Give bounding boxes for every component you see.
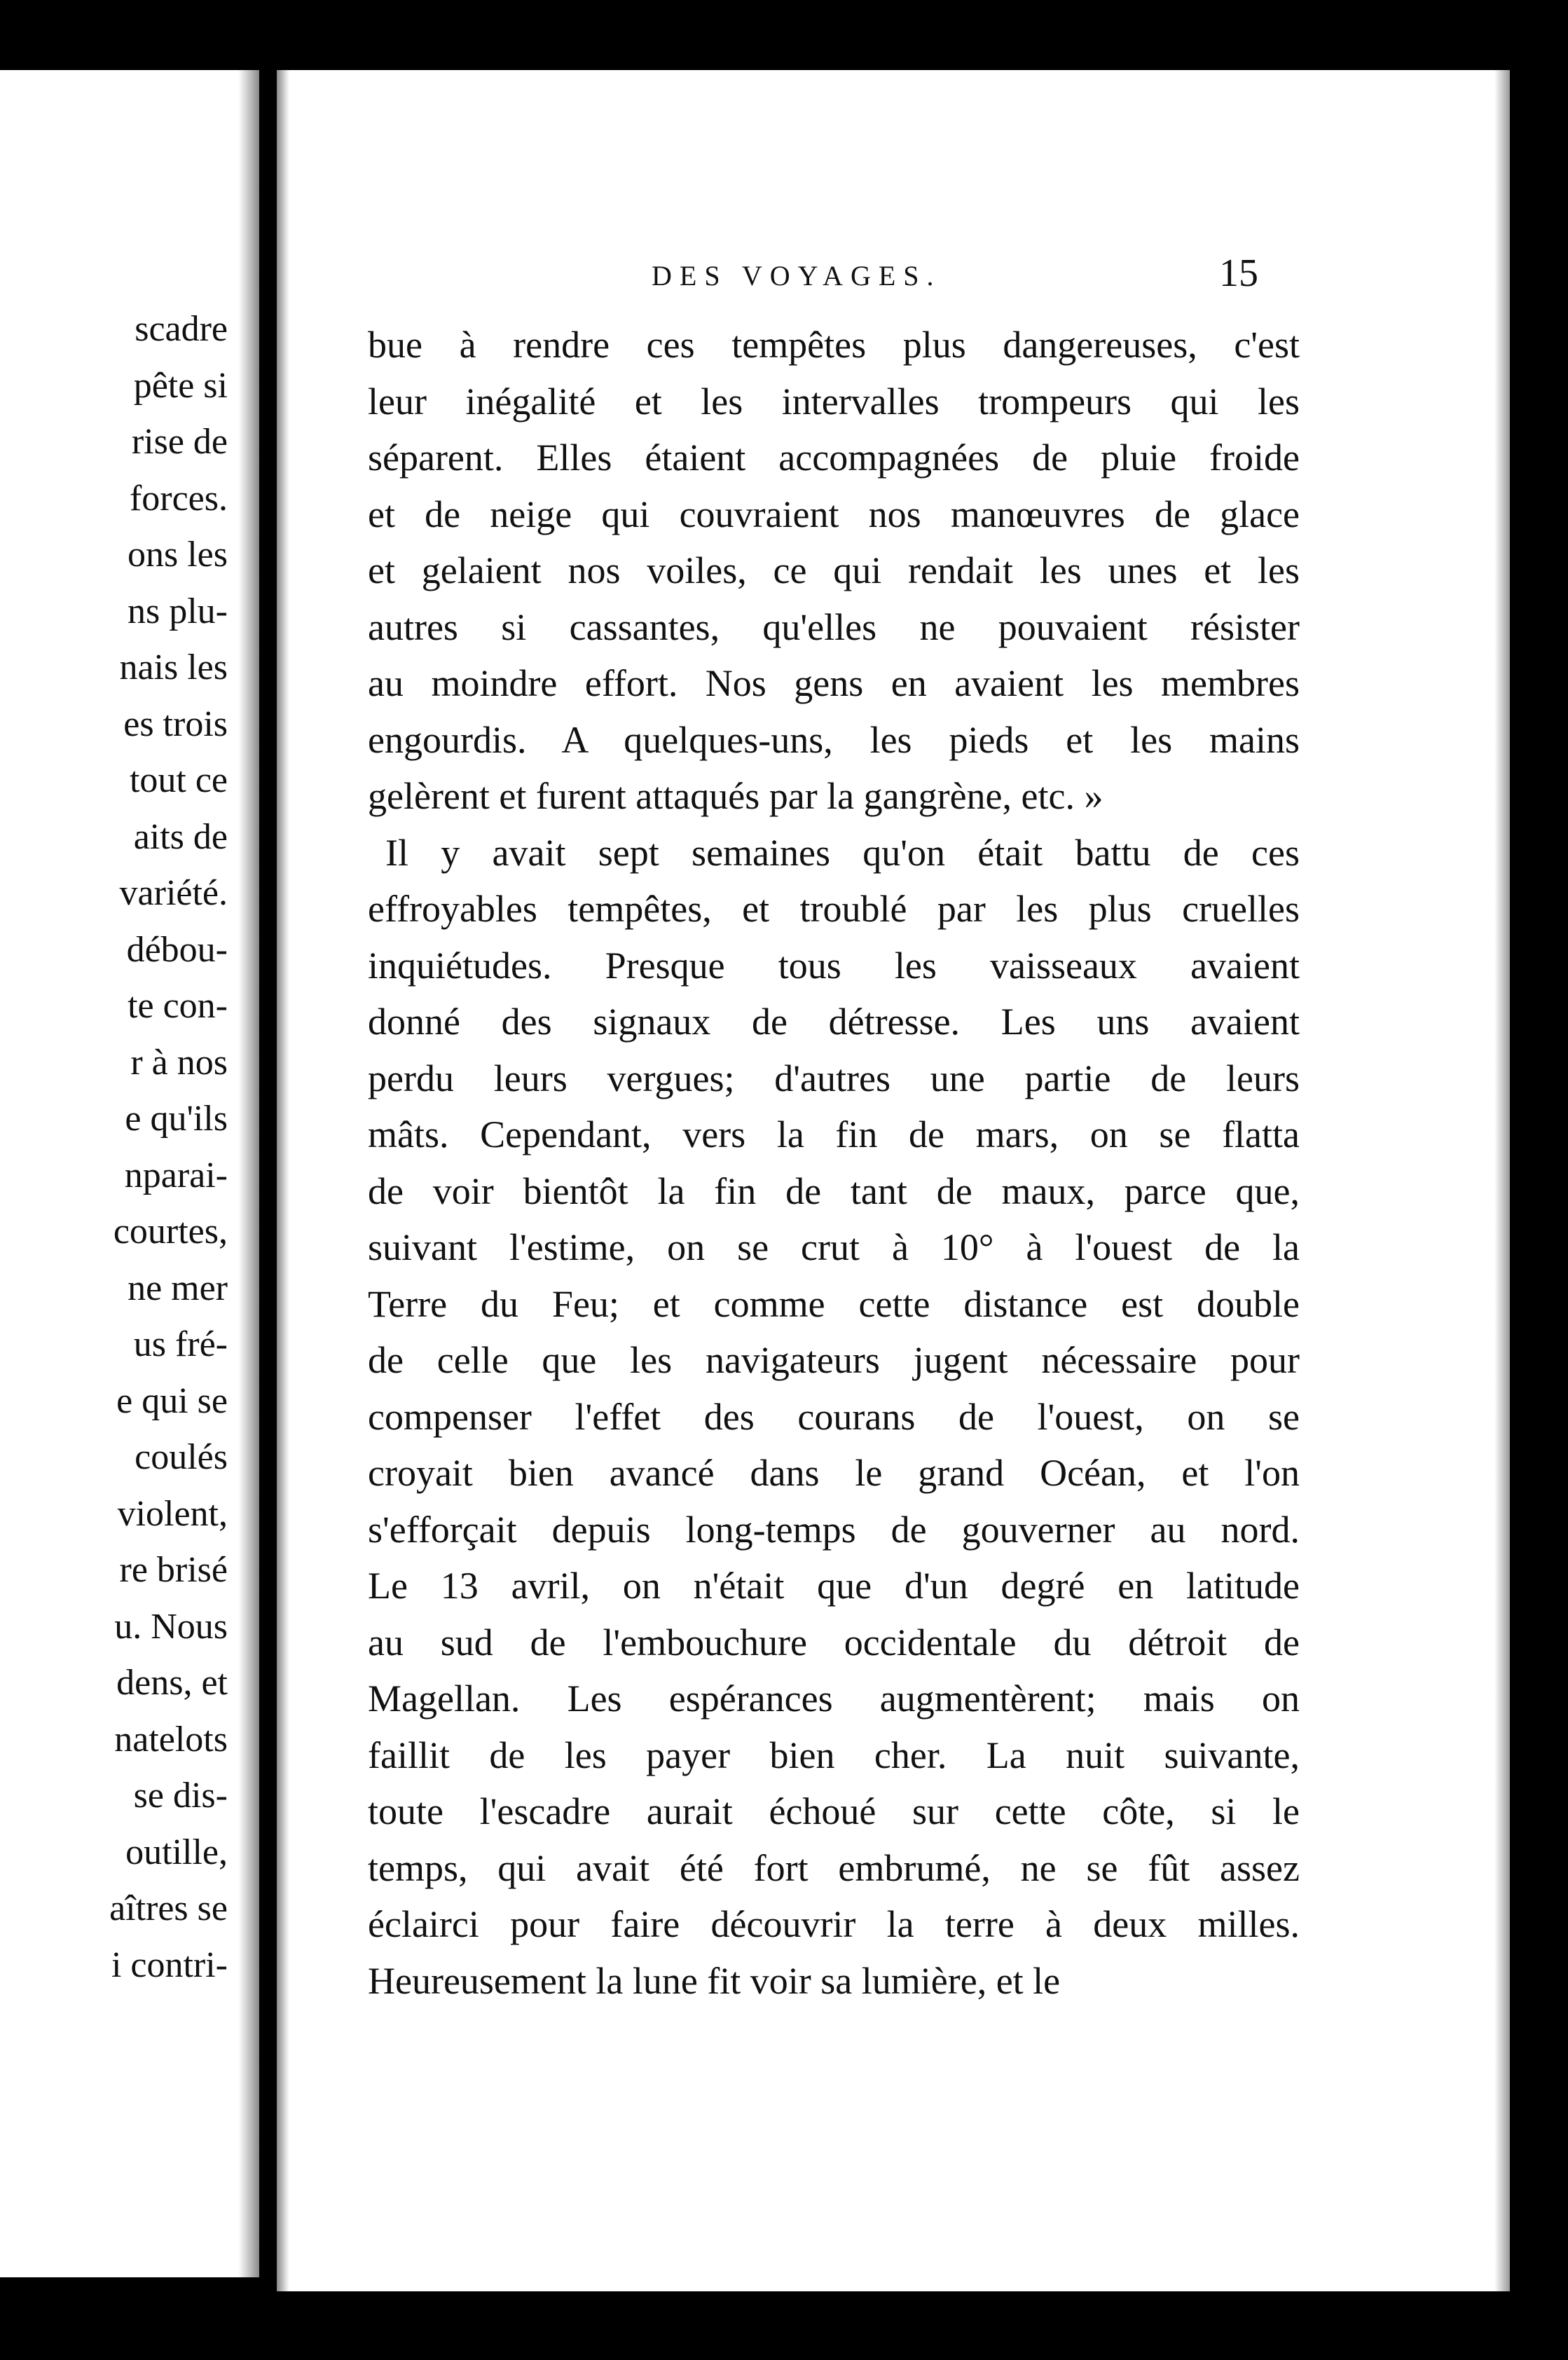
- text-line: outille,: [125, 1832, 228, 1872]
- text-line: nais les: [119, 647, 228, 687]
- text-line: ne mer: [128, 1268, 228, 1308]
- text-line: forces.: [129, 478, 228, 519]
- previous-page-fragment: [0, 70, 259, 2277]
- text-line: donné des signaux de détresse. Les uns avaient: [368, 1001, 1300, 1043]
- text-line: séparent. Elles étaient accompagnées de pluie froide: [368, 437, 1300, 479]
- text-line: bue à rendre ces tempêtes plus dangereuses, c'est: [368, 324, 1300, 366]
- text-line: nparai-: [124, 1155, 228, 1195]
- text-line: Magellan. Les espérances augmentèrent; mais on: [368, 1678, 1300, 1720]
- text-line: rise de: [131, 422, 228, 462]
- text-line: au moindre effort. Nos gens en avaient les membres: [368, 662, 1300, 704]
- text-line: ns plu-: [128, 591, 228, 631]
- text-line: ons les: [128, 535, 228, 575]
- text-line: aits de: [133, 816, 228, 857]
- text-line: Heureusement la lune fit voir sa lumière, et le: [368, 1959, 1061, 2002]
- text-line: coulés: [135, 1437, 228, 1477]
- text-line: re brisé: [119, 1550, 228, 1590]
- text-line: compenser l'effet des courans de l'ouest, on se: [368, 1395, 1300, 1438]
- text-line: croyait bien avancé dans le grand Océan, et l'on: [368, 1452, 1300, 1494]
- gutter-edge: [277, 70, 289, 2291]
- text-line: engourdis. A quelques-uns, les pieds et les mains: [368, 718, 1300, 761]
- previous-page-text: [109, 301, 228, 1994]
- text-line: te con-: [128, 986, 228, 1026]
- text-line: effroyables tempêtes, et troublé par les plus cruelles: [368, 888, 1300, 930]
- text-line: violent,: [117, 1493, 228, 1534]
- text-line: es trois: [123, 704, 228, 744]
- current-page: [277, 70, 1510, 2291]
- text-line: courtes,: [113, 1212, 228, 1251]
- gutter-shadow: [238, 70, 259, 2277]
- text-line: Il y avait sept semaines qu'on était battu de ces: [385, 831, 1300, 874]
- text-line: débou-: [126, 929, 228, 970]
- text-line: éclairci pour faire découvrir la terre à deux milles.: [368, 1903, 1300, 1945]
- text-line: variété.: [119, 873, 228, 913]
- text-line: natelots: [114, 1719, 228, 1759]
- text-line: de celle que les navigateurs jugent nécessaire pour: [368, 1339, 1300, 1381]
- text-line: leur inégalité et les intervalles trompeurs qui les: [368, 380, 1300, 423]
- text-line: Le 13 avril, on n'était que d'un degré en latitude: [368, 1565, 1300, 1607]
- text-line: i contri-: [111, 1944, 228, 1985]
- text-line: e qui se: [116, 1380, 228, 1421]
- text-line: toute l'escadre aurait échoué sur cette côte, si le: [368, 1790, 1300, 1832]
- text-line: inquiétudes. Presque tous les vaisseaux avaient: [368, 944, 1300, 987]
- text-line: tout ce: [129, 760, 228, 800]
- text-line: suivant l'estime, on se crut à 10° à l'ouest de la: [368, 1226, 1300, 1268]
- text-line: se dis-: [133, 1776, 228, 1816]
- text-line: Terre du Feu; et comme cette distance est double: [368, 1282, 1300, 1325]
- text-line: autres si cassantes, qu'elles ne pouvaient résister: [368, 605, 1300, 648]
- text-line: et gelaient nos voiles, ce qui rendait les unes et les: [368, 549, 1300, 591]
- text-line: us fré-: [133, 1324, 228, 1364]
- text-line: au sud de l'embouchure occidentale du détroit de: [368, 1621, 1300, 1663]
- text-line: mâts. Cependant, vers la fin de mars, on se flatta: [368, 1113, 1300, 1155]
- text-line: de voir bientôt la fin de tant de maux, parce que,: [368, 1169, 1300, 1212]
- running-head: DES VOYAGES.: [652, 260, 942, 291]
- text-line: gelèrent et furent attaqués par la gangrène, etc. »: [368, 775, 1103, 817]
- text-line: dens, et: [116, 1663, 228, 1703]
- page-edge: [1494, 70, 1510, 2291]
- page-number: 15: [1219, 252, 1258, 295]
- body-text: [368, 317, 1300, 2009]
- text-line: e qu'ils: [125, 1099, 228, 1139]
- text-line: pête si: [133, 365, 228, 406]
- text-line: perdu leurs vergues; d'autres une partie de leurs: [368, 1057, 1300, 1099]
- text-line: s'efforçait depuis long-temps de gouverner au nord.: [368, 1508, 1300, 1551]
- text-line: u. Nous: [114, 1606, 228, 1647]
- text-line: et de neige qui couvraient nos manœuvres de glace: [368, 493, 1300, 535]
- text-line: scadre: [135, 309, 228, 349]
- text-line: aîtres se: [109, 1888, 228, 1928]
- text-line: r à nos: [130, 1042, 228, 1083]
- text-line: temps, qui avait été fort embrumé, ne se fût assez: [368, 1846, 1300, 1889]
- text-line: faillit de les payer bien cher. La nuit suivante,: [368, 1734, 1300, 1776]
